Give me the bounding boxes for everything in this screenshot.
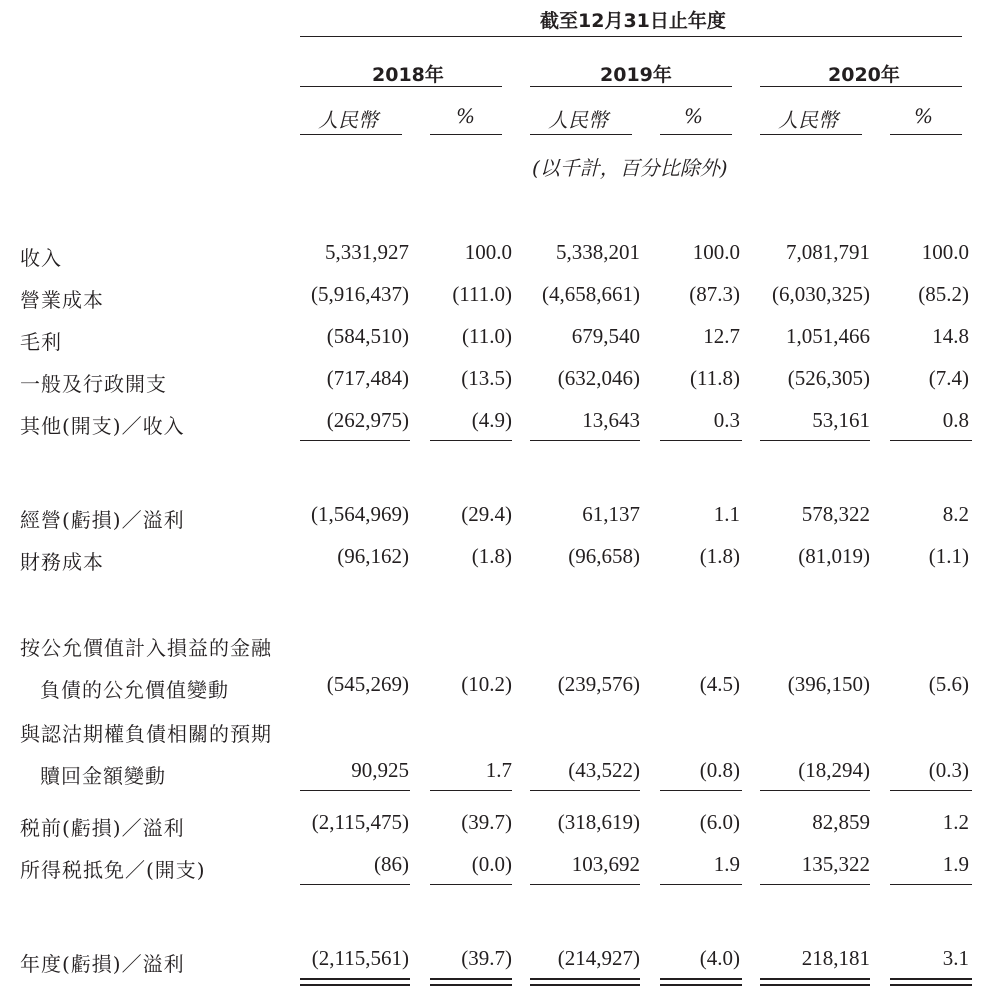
cell-2018-percent: (11.0) xyxy=(462,324,512,348)
cell-2019-percent: 0.3 xyxy=(713,408,740,432)
cell-2020-amount: 135,322 xyxy=(801,852,870,876)
row-label: 一般及行政開支 xyxy=(20,372,167,396)
cell-2018-amount: (545,269) xyxy=(326,672,409,696)
cell-2020-percent: (5.6) xyxy=(928,672,969,696)
cell-2019-percent: (6.0) xyxy=(699,810,740,834)
total-double-rule xyxy=(760,978,870,986)
cell-2020-percent: (1.1) xyxy=(928,544,969,568)
row-label: 税前(虧損)／溢利 xyxy=(20,816,185,840)
total-double-rule xyxy=(300,978,410,986)
cell-2020-percent: 3.1 xyxy=(942,946,969,970)
cell-2018-percent: (29.4) xyxy=(461,502,512,526)
cell-2020-amount: (6,030,325) xyxy=(772,282,870,306)
subtotal-rule xyxy=(760,790,870,791)
cell-2020-percent: 1.2 xyxy=(942,810,969,834)
subtotal-rule xyxy=(300,884,410,885)
cell-2020-amount: (526,305) xyxy=(787,366,870,390)
cell-2018-amount: (96,162) xyxy=(337,544,409,568)
cell-2020-amount: (81,019) xyxy=(798,544,870,568)
cell-2020-amount: (396,150) xyxy=(787,672,870,696)
cell-2020-amount: 53,161 xyxy=(812,408,870,432)
currency-label-2019: 人民幣 xyxy=(548,108,608,132)
subtotal-rule xyxy=(530,790,640,791)
cell-2018-percent: (1.8) xyxy=(471,544,512,568)
cell-2019-amount: 679,540 xyxy=(571,324,640,348)
year-2020: 2020年 xyxy=(828,64,900,86)
cell-2018-amount: (717,484) xyxy=(326,366,409,390)
subtotal-rule xyxy=(890,884,972,885)
cell-2019-percent: 1.1 xyxy=(713,502,740,526)
row-label: 按公允價值計入損益的金融 xyxy=(20,636,272,660)
cell-2018-percent: 1.7 xyxy=(485,758,512,782)
cell-2020-percent: 1.9 xyxy=(942,852,969,876)
subtotal-rule xyxy=(660,440,742,441)
cell-2019-percent: (4.5) xyxy=(699,672,740,696)
cell-2020-percent: (85.2) xyxy=(918,282,969,306)
cell-2019-amount: 61,137 xyxy=(582,502,640,526)
subtotal-rule xyxy=(430,440,512,441)
subhdr-rule-c xyxy=(530,134,632,135)
percent-label-2020: % xyxy=(914,104,934,128)
year-rule-2019 xyxy=(530,86,732,87)
cell-2020-percent: 14.8 xyxy=(932,324,969,348)
cell-2020-amount: 1,051,466 xyxy=(786,324,870,348)
row-label-continued: 負債的公允價值變動 xyxy=(40,678,229,702)
cell-2019-amount: (239,576) xyxy=(557,672,640,696)
row-label: 營業成本 xyxy=(20,288,104,312)
row-label: 收入 xyxy=(20,246,62,270)
cell-2019-amount: (318,619) xyxy=(557,810,640,834)
year-rule-2018 xyxy=(300,86,502,87)
cell-2018-percent: (0.0) xyxy=(471,852,512,876)
cell-2019-percent: (1.8) xyxy=(699,544,740,568)
cell-2019-amount: 103,692 xyxy=(571,852,640,876)
period-title: 截至12月31日止年度 xyxy=(540,10,726,32)
period-rule xyxy=(300,36,962,37)
row-label: 經營(虧損)／溢利 xyxy=(20,508,185,532)
total-double-rule xyxy=(660,978,742,986)
cell-2019-percent: (0.8) xyxy=(699,758,740,782)
cell-2019-percent: 12.7 xyxy=(703,324,740,348)
cell-2018-amount: (1,564,969) xyxy=(311,502,409,526)
currency-label-2020: 人民幣 xyxy=(778,108,838,132)
year-rule-2020 xyxy=(760,86,962,87)
year-2018: 2018年 xyxy=(372,64,444,86)
cell-2018-percent: (39.7) xyxy=(461,810,512,834)
subtotal-rule xyxy=(760,884,870,885)
cell-2018-amount: 90,925 xyxy=(351,758,409,782)
subtotal-rule xyxy=(660,790,742,791)
subtotal-rule xyxy=(430,884,512,885)
subhdr-rule-e xyxy=(760,134,862,135)
cell-2020-percent: 100.0 xyxy=(921,240,969,264)
cell-2019-amount: (43,522) xyxy=(568,758,640,782)
total-double-rule xyxy=(890,978,972,986)
cell-2020-amount: 7,081,791 xyxy=(786,240,870,264)
row-label: 年度(虧損)／溢利 xyxy=(20,952,185,976)
subhdr-rule-f xyxy=(890,134,962,135)
cell-2018-amount: (262,975) xyxy=(326,408,409,432)
total-double-rule xyxy=(430,978,512,986)
subhdr-rule-d xyxy=(660,134,732,135)
cell-2018-percent: (39.7) xyxy=(461,946,512,970)
cell-2018-amount: 5,331,927 xyxy=(325,240,409,264)
subhdr-rule-b xyxy=(430,134,502,135)
cell-2018-percent: (111.0) xyxy=(452,282,512,306)
subtotal-rule xyxy=(890,440,972,441)
cell-2020-percent: 0.8 xyxy=(942,408,969,432)
subtotal-rule xyxy=(760,440,870,441)
cell-2019-amount: (214,927) xyxy=(557,946,640,970)
cell-2020-percent: 8.2 xyxy=(942,502,969,526)
row-label: 毛利 xyxy=(20,330,62,354)
percent-label-2019: % xyxy=(684,104,704,128)
cell-2018-percent: (10.2) xyxy=(461,672,512,696)
subtotal-rule xyxy=(300,440,410,441)
cell-2018-percent: (13.5) xyxy=(461,366,512,390)
cell-2019-amount: 13,643 xyxy=(582,408,640,432)
subtotal-rule xyxy=(300,790,410,791)
subtotal-rule xyxy=(660,884,742,885)
cell-2019-amount: (96,658) xyxy=(568,544,640,568)
cell-2019-percent: 100.0 xyxy=(692,240,740,264)
cell-2020-percent: (0.3) xyxy=(928,758,969,782)
row-label: 所得税抵免／(開支) xyxy=(20,858,206,882)
cell-2018-percent: 100.0 xyxy=(464,240,512,264)
cell-2018-amount: (86) xyxy=(374,852,409,876)
cell-2019-percent: (11.8) xyxy=(690,366,740,390)
cell-2019-percent: (87.3) xyxy=(689,282,740,306)
cell-2020-amount: 82,859 xyxy=(812,810,870,834)
row-label: 與認沽期權負債相關的預期 xyxy=(20,722,272,746)
subtotal-rule xyxy=(890,790,972,791)
cell-2020-percent: (7.4) xyxy=(928,366,969,390)
cell-2020-amount: 578,322 xyxy=(801,502,870,526)
cell-2019-percent: 1.9 xyxy=(713,852,740,876)
total-double-rule xyxy=(530,978,640,986)
row-label-continued: 贖回金額變動 xyxy=(40,764,166,788)
row-label: 其他(開支)／收入 xyxy=(20,414,185,438)
cell-2018-amount: (2,115,475) xyxy=(311,810,409,834)
cell-2019-amount: (632,046) xyxy=(557,366,640,390)
subtotal-rule xyxy=(430,790,512,791)
unit-note: (以千計，百分比除外) xyxy=(532,156,728,180)
cell-2018-amount: (5,916,437) xyxy=(311,282,409,306)
cell-2019-amount: (4,658,661) xyxy=(542,282,640,306)
subhdr-rule-a xyxy=(300,134,402,135)
cell-2020-amount: (18,294) xyxy=(798,758,870,782)
cell-2018-percent: (4.9) xyxy=(471,408,512,432)
cell-2020-amount: 218,181 xyxy=(801,946,870,970)
cell-2018-amount: (584,510) xyxy=(326,324,409,348)
cell-2019-percent: (4.0) xyxy=(699,946,740,970)
row-label: 財務成本 xyxy=(20,550,104,574)
subtotal-rule xyxy=(530,884,640,885)
cell-2019-amount: 5,338,201 xyxy=(556,240,640,264)
year-2019: 2019年 xyxy=(600,64,672,86)
currency-label-2018: 人民幣 xyxy=(318,108,378,132)
subtotal-rule xyxy=(530,440,640,441)
cell-2018-amount: (2,115,561) xyxy=(311,946,409,970)
percent-label-2018: % xyxy=(456,104,476,128)
